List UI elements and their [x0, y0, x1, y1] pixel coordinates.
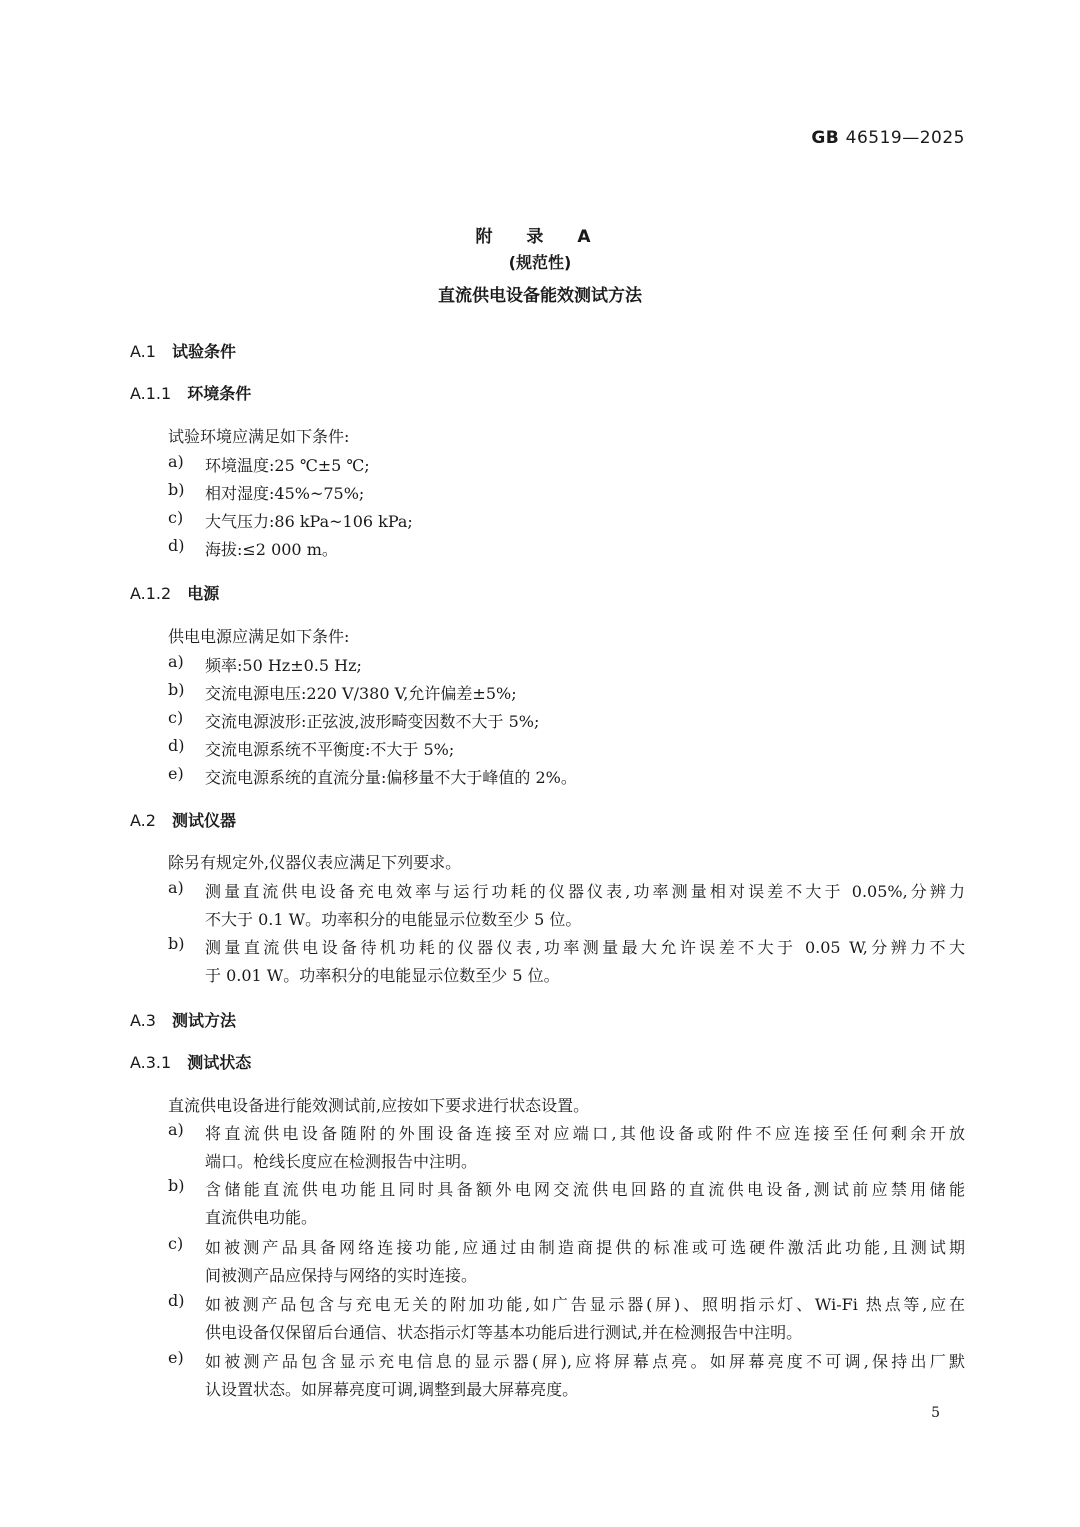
standard-prefix: GB [811, 128, 840, 148]
list-label: b) [168, 680, 185, 699]
list-label: a) [168, 652, 184, 671]
text-line: 测量直流供电设备充电效率与运行功耗的仪器仪表,功率测量相对误差不大于 0.05%,分辨力 [205, 882, 965, 901]
text-line: 供电设备仅保留后台通信、状态指示灯等基本功能后进行测试,并在检测报告中注明。 [205, 1323, 803, 1342]
list-text: 相对湿度:45%~75%; [205, 484, 365, 503]
section-title: 测试状态 [187, 1053, 252, 1072]
annex-name: 直流供电设备能效测试方法 [438, 286, 642, 306]
list-label: c) [168, 508, 184, 527]
list-text [205, 934, 965, 990]
list-label: b) [168, 1176, 185, 1195]
list-label: b) [168, 934, 185, 953]
standard-number: 46519—2025 [845, 128, 965, 148]
paragraph: 试验环境应满足如下条件: [168, 427, 350, 446]
list-label: b) [168, 480, 185, 499]
section-heading-a31 [130, 1050, 251, 1073]
section-number: A.1 [130, 342, 156, 361]
list-label: d) [168, 536, 185, 555]
section-title: 测试仪器 [171, 811, 236, 830]
section-title: 试验条件 [171, 342, 236, 361]
section-number: A.3.1 [130, 1053, 172, 1072]
section-heading-a12 [130, 581, 219, 604]
list-text: 频率:50 Hz±0.5 Hz; [205, 656, 362, 675]
text-line: 认设置状态。如屏幕亮度可调,调整到最大屏幕亮度。 [205, 1380, 579, 1399]
list-text: 交流电源电压:220 V/380 V,允许偏差±5%; [205, 684, 517, 703]
paragraph: 直流供电设备进行能效测试前,应按如下要求进行状态设置。 [168, 1096, 590, 1115]
list-text: 海拔:≤2 000 m。 [205, 540, 338, 559]
list-text [205, 1234, 965, 1290]
list-label: d) [168, 736, 185, 755]
annex-title: 附 录 A [475, 227, 605, 247]
list-label: c) [168, 708, 184, 727]
list-text: 环境温度:25 ℃±5 ℃; [205, 456, 370, 475]
page-number: 5 [931, 1405, 940, 1421]
section-heading-a3 [130, 1008, 236, 1031]
list-label: e) [168, 764, 184, 783]
text-line: 如被测产品包含与充电无关的附加功能,如广告显示器(屏)、照明指示灯、Wi-Fi 热点等,应在 [205, 1295, 965, 1314]
list-text: 交流电源系统的直流分量:偏移量不大于峰值的 2%。 [205, 768, 577, 787]
text-line: 含储能直流供电功能且同时具备额外电网交流供电回路的直流供电设备,测试前应禁用储能 [205, 1180, 965, 1199]
list-text [205, 1176, 965, 1232]
text-line: 不大于 0.1 W。功率积分的电能显示位数至少 5 位。 [205, 910, 582, 929]
list-text [205, 1120, 965, 1176]
list-text [205, 1291, 965, 1347]
text-line: 于 0.01 W。功率积分的电能显示位数至少 5 位。 [205, 966, 560, 985]
text-line: 端口。枪线长度应在检测报告中注明。 [205, 1152, 478, 1171]
text-line: 如被测产品具备网络连接功能,应通过由制造商提供的标准或可选硬件激活此功能,且测试期 [205, 1238, 965, 1257]
section-heading-a11 [130, 381, 251, 404]
list-label: e) [168, 1348, 184, 1367]
text-line: 直流供电功能。 [205, 1208, 318, 1227]
section-heading-a1 [130, 339, 236, 362]
text-line: 测量直流供电设备待机功耗的仪器仪表,功率测量最大允许误差不大于 0.05 W,分辨力不大 [205, 938, 965, 957]
section-title: 测试方法 [171, 1011, 236, 1030]
text-line: 将直流供电设备随附的外围设备连接至对应端口,其他设备或附件不应连接至任何剩余开放 [205, 1124, 965, 1143]
list-text [205, 878, 965, 934]
list-label: c) [168, 1234, 184, 1253]
section-number: A.2 [130, 811, 156, 830]
standard-code [811, 128, 965, 148]
paragraph: 供电电源应满足如下条件: [168, 627, 350, 646]
list-text: 大气压力:86 kPa~106 kPa; [205, 512, 413, 531]
list-label: d) [168, 1291, 185, 1310]
section-title: 环境条件 [187, 384, 252, 403]
list-label: a) [168, 1120, 184, 1139]
text-line: 间被测产品应保持与网络的实时连接。 [205, 1266, 478, 1285]
section-number: A.3 [130, 1011, 156, 1030]
section-title: 电源 [187, 584, 220, 603]
paragraph: 除另有规定外,仪器仪表应满足下列要求。 [168, 853, 462, 872]
list-label: a) [168, 878, 184, 897]
section-heading-a2 [130, 808, 236, 831]
section-number: A.1.1 [130, 384, 172, 403]
list-text: 交流电源系统不平衡度:不大于 5%; [205, 740, 455, 759]
annex-kind: (规范性) [508, 253, 572, 272]
list-text [205, 1348, 965, 1404]
text-line: 如被测产品包含显示充电信息的显示器(屏),应将屏幕点亮。如屏幕亮度不可调,保持出厂默 [205, 1352, 965, 1371]
list-text: 交流电源波形:正弦波,波形畸变因数不大于 5%; [205, 712, 540, 731]
section-number: A.1.2 [130, 584, 172, 603]
list-label: a) [168, 452, 184, 471]
